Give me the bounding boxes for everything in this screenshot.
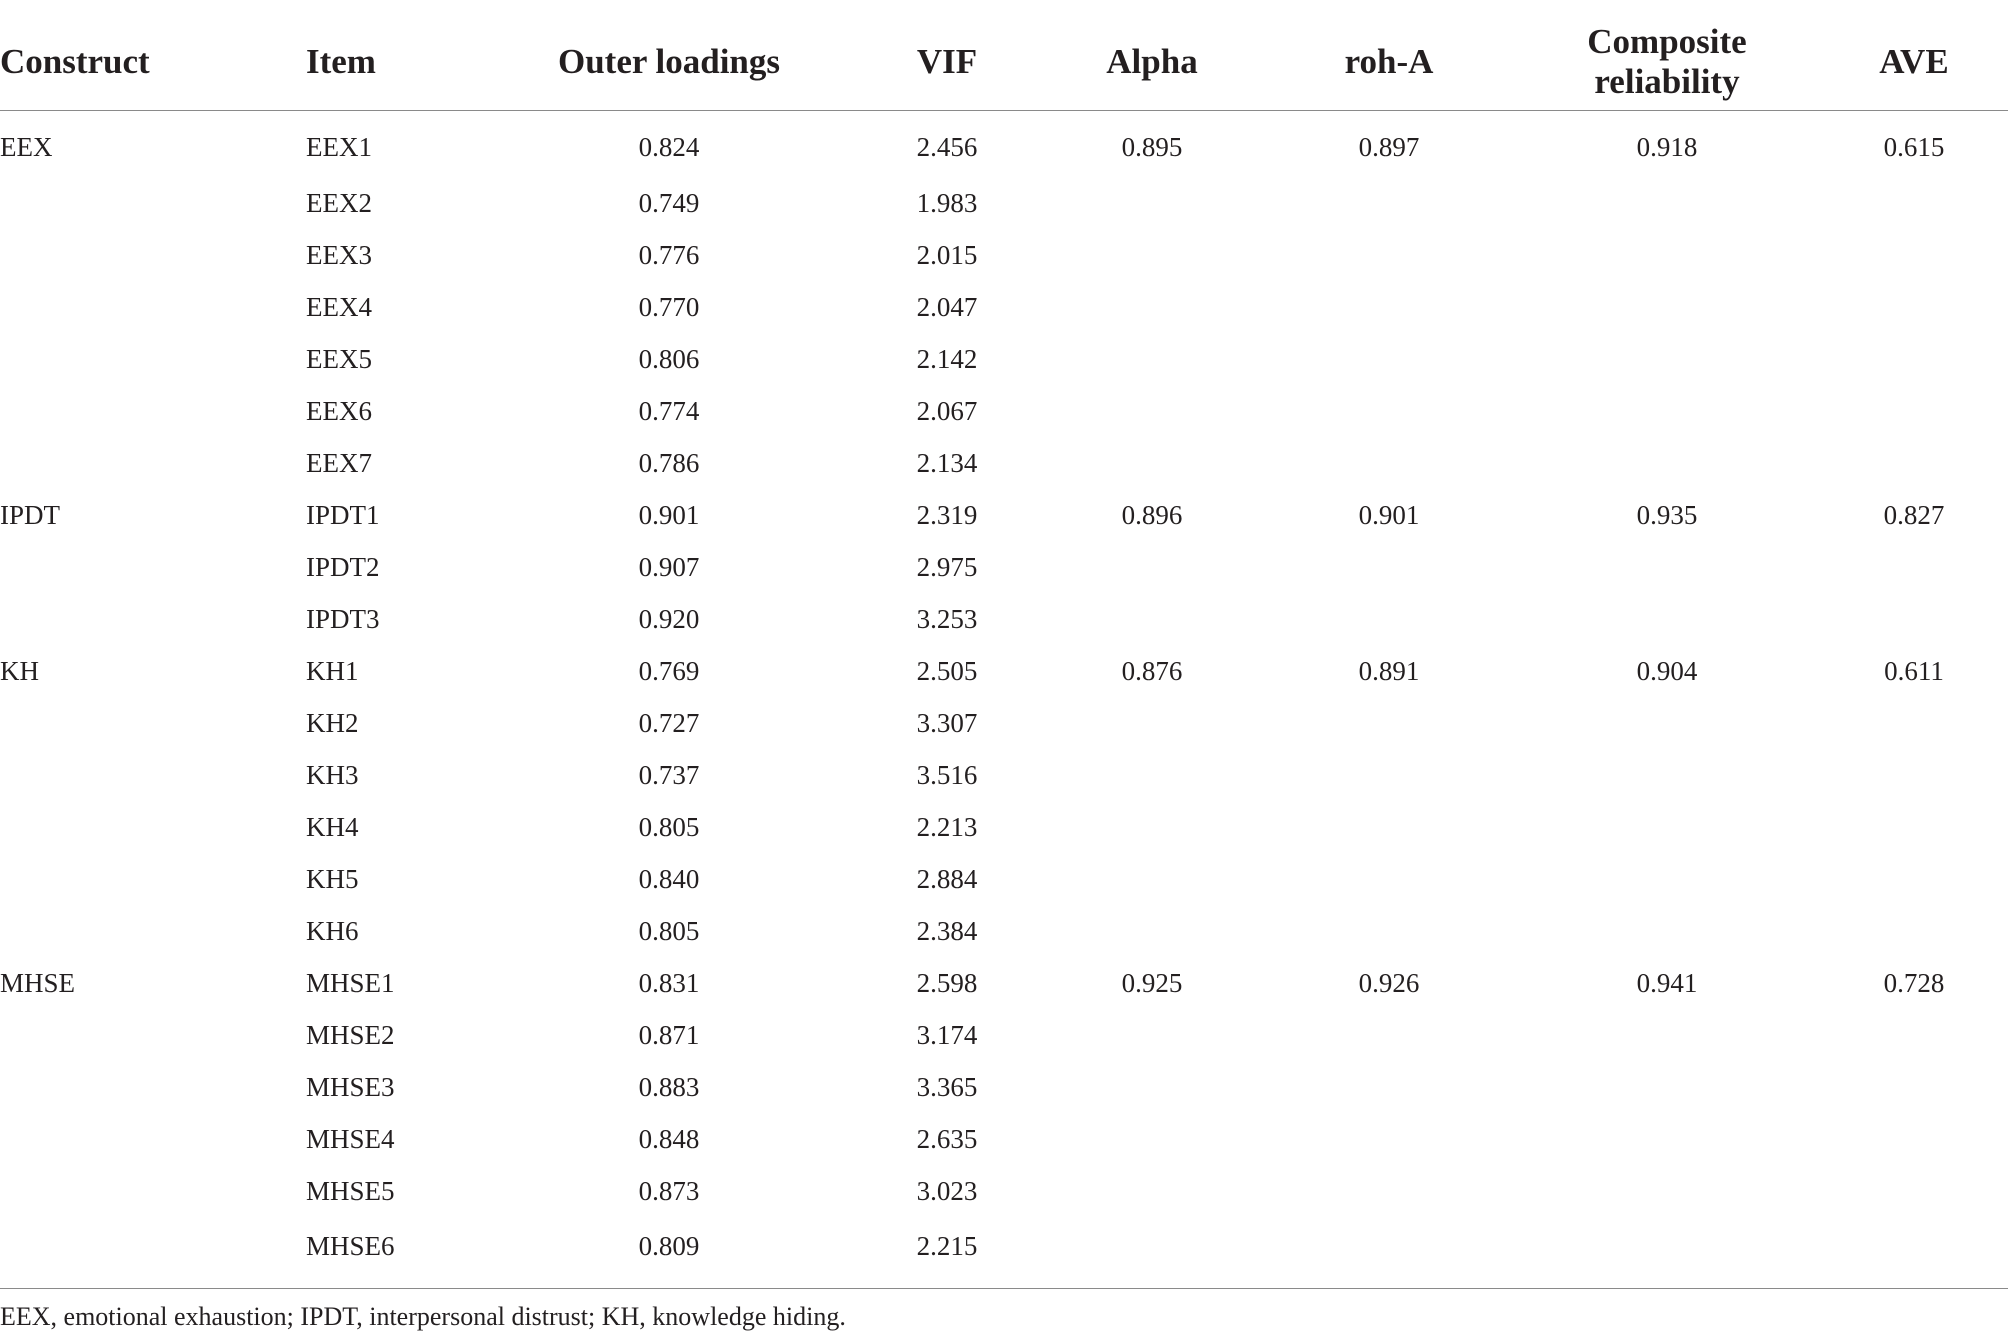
cell-alpha — [1040, 541, 1264, 593]
cell-outer-loading: 0.907 — [638, 551, 700, 582]
cell-item: MHSE3 — [306, 1071, 395, 1102]
cell-vif: 3.023 — [916, 1175, 978, 1206]
cell-roh-a: 0.897 — [1358, 131, 1420, 162]
cell-outer-loading: 0.786 — [638, 447, 700, 478]
cell-outer-loading: 0.769 — [638, 655, 700, 686]
table-footnote: EEX, emotional exhaustion; IPDT, interpersonal distrust; KH, knowledge hiding. — [0, 1302, 846, 1331]
cell-ave: 0.611 — [1884, 655, 1944, 686]
cell-vif: 2.384 — [916, 915, 978, 946]
cell-construct — [0, 229, 304, 281]
table-row — [0, 645, 2008, 697]
cell-vif: 2.456 — [916, 131, 978, 162]
cell-alpha — [1040, 1061, 1264, 1113]
cell-item: KH1 — [306, 655, 359, 686]
cell-alpha — [1040, 1009, 1264, 1061]
cell-item: EEX6 — [306, 395, 372, 426]
cell-alpha: 0.925 — [1121, 967, 1183, 998]
cell-item: EEX1 — [306, 131, 372, 162]
cell-ave — [1820, 229, 2008, 281]
cell-outer-loading: 0.770 — [638, 291, 700, 322]
header-roh-a: roh-A — [1264, 14, 1514, 111]
cell-alpha — [1040, 853, 1264, 905]
cell-construct — [0, 177, 304, 229]
table-row — [0, 697, 2008, 749]
cell-ave — [1820, 437, 2008, 489]
cell-composite-reliability — [1514, 697, 1820, 749]
cell-ave — [1820, 1061, 2008, 1113]
cell-construct — [0, 1165, 304, 1217]
cell-vif: 3.253 — [916, 603, 978, 634]
table-row — [0, 1165, 2008, 1217]
cell-item: KH6 — [306, 915, 359, 946]
cell-roh-a — [1264, 1165, 1514, 1217]
cell-vif: 2.047 — [916, 291, 978, 322]
cell-vif: 3.365 — [916, 1071, 978, 1102]
cell-composite-reliability — [1514, 1113, 1820, 1165]
cell-ave — [1820, 333, 2008, 385]
cell-vif: 2.213 — [916, 811, 978, 842]
table-row — [0, 905, 2008, 957]
cell-item: EEX3 — [306, 239, 372, 270]
cell-vif: 3.174 — [916, 1019, 978, 1050]
cell-ave — [1820, 593, 2008, 645]
cell-composite-reliability — [1514, 801, 1820, 853]
table-row — [0, 1113, 2008, 1165]
cell-composite-reliability: 0.904 — [1636, 655, 1698, 686]
cell-roh-a — [1264, 385, 1514, 437]
cell-outer-loading: 0.805 — [638, 915, 700, 946]
cell-composite-reliability — [1514, 853, 1820, 905]
cell-ave — [1820, 177, 2008, 229]
cell-composite-reliability — [1514, 541, 1820, 593]
cell-alpha: 0.876 — [1121, 655, 1183, 686]
cell-alpha: 0.895 — [1121, 131, 1183, 162]
cell-outer-loading: 0.901 — [638, 499, 700, 530]
cell-ave — [1820, 853, 2008, 905]
cell-item: MHSE1 — [306, 967, 395, 998]
cell-outer-loading: 0.840 — [638, 863, 700, 894]
cell-ave — [1820, 697, 2008, 749]
cell-alpha — [1040, 385, 1264, 437]
cell-composite-reliability — [1514, 281, 1820, 333]
cell-roh-a — [1264, 801, 1514, 853]
table-row — [0, 541, 2008, 593]
cell-composite-reliability: 0.935 — [1636, 499, 1698, 530]
cell-vif: 2.884 — [916, 863, 978, 894]
cell-item: IPDT3 — [306, 603, 380, 634]
cell-roh-a — [1264, 541, 1514, 593]
cell-item: MHSE2 — [306, 1019, 395, 1050]
cell-vif: 2.319 — [916, 499, 978, 530]
cell-roh-a — [1264, 697, 1514, 749]
cell-item: EEX4 — [306, 291, 372, 322]
cell-outer-loading: 0.805 — [638, 811, 700, 842]
cell-construct: EEX — [0, 131, 53, 162]
cell-roh-a — [1264, 853, 1514, 905]
cell-ave — [1820, 905, 2008, 957]
cell-roh-a — [1264, 1217, 1514, 1279]
cell-composite-reliability — [1514, 1009, 1820, 1061]
cell-alpha — [1040, 697, 1264, 749]
header-composite-reliability-line1: Composite — [1587, 22, 1747, 61]
cell-outer-loading: 0.848 — [638, 1123, 700, 1154]
table-row — [0, 111, 2008, 178]
cell-construct — [0, 437, 304, 489]
cell-composite-reliability — [1514, 905, 1820, 957]
table-row — [0, 489, 2008, 541]
cell-outer-loading: 0.883 — [638, 1071, 700, 1102]
cell-alpha — [1040, 1217, 1264, 1279]
cell-ave: 0.615 — [1883, 131, 1945, 162]
cell-outer-loading: 0.727 — [638, 707, 700, 738]
cell-ave — [1820, 385, 2008, 437]
cell-item: KH5 — [306, 863, 359, 894]
cell-outer-loading: 0.806 — [638, 343, 700, 374]
table-row — [0, 957, 2008, 1009]
table-row — [0, 385, 2008, 437]
cell-item: KH4 — [306, 811, 359, 842]
header-row — [0, 14, 2008, 111]
cell-item: EEX5 — [306, 343, 372, 374]
cell-alpha — [1040, 593, 1264, 645]
cell-roh-a — [1264, 177, 1514, 229]
cell-construct — [0, 1217, 304, 1279]
header-construct: Construct — [0, 14, 304, 111]
cell-composite-reliability — [1514, 437, 1820, 489]
cell-ave — [1820, 749, 2008, 801]
table-row — [0, 333, 2008, 385]
cell-roh-a: 0.901 — [1358, 499, 1420, 530]
table-row — [0, 437, 2008, 489]
cell-outer-loading: 0.749 — [638, 187, 700, 218]
cell-ave: 0.728 — [1883, 967, 1945, 998]
cell-item: MHSE6 — [306, 1230, 395, 1261]
table-row — [0, 1061, 2008, 1113]
cell-alpha — [1040, 177, 1264, 229]
cell-construct — [0, 281, 304, 333]
cell-alpha — [1040, 905, 1264, 957]
header-ave: AVE — [1820, 14, 2008, 111]
cell-roh-a — [1264, 229, 1514, 281]
cell-outer-loading: 0.824 — [638, 131, 700, 162]
cell-ave — [1820, 1009, 2008, 1061]
table-row — [0, 177, 2008, 229]
cell-vif: 3.307 — [916, 707, 978, 738]
cell-roh-a: 0.926 — [1358, 967, 1420, 998]
cell-vif: 2.067 — [916, 395, 978, 426]
cell-alpha: 0.896 — [1121, 499, 1183, 530]
cell-ave — [1820, 1217, 2008, 1279]
cell-composite-reliability — [1514, 385, 1820, 437]
cell-alpha — [1040, 1165, 1264, 1217]
cell-item: KH3 — [306, 759, 359, 790]
cell-ave — [1820, 1113, 2008, 1165]
cell-ave — [1820, 281, 2008, 333]
cell-construct — [0, 385, 304, 437]
cell-composite-reliability: 0.918 — [1636, 131, 1698, 162]
cell-construct — [0, 697, 304, 749]
cell-outer-loading: 0.809 — [638, 1230, 700, 1261]
cell-ave — [1820, 1165, 2008, 1217]
cell-construct — [0, 593, 304, 645]
cell-construct — [0, 1061, 304, 1113]
cell-composite-reliability — [1514, 1217, 1820, 1279]
cell-vif: 2.635 — [916, 1123, 978, 1154]
cell-ave: 0.827 — [1883, 499, 1945, 530]
cell-item: MHSE5 — [306, 1175, 395, 1206]
table-row — [0, 593, 2008, 645]
measurement-model-table — [0, 14, 2008, 1279]
table-row — [0, 749, 2008, 801]
cell-alpha — [1040, 333, 1264, 385]
cell-roh-a — [1264, 593, 1514, 645]
cell-outer-loading: 0.774 — [638, 395, 700, 426]
table-row — [0, 281, 2008, 333]
cell-roh-a — [1264, 281, 1514, 333]
cell-outer-loading: 0.831 — [638, 967, 700, 998]
cell-construct — [0, 333, 304, 385]
cell-alpha — [1040, 749, 1264, 801]
cell-outer-loading: 0.737 — [638, 759, 700, 790]
table-row — [0, 801, 2008, 853]
cell-construct — [0, 905, 304, 957]
cell-item: EEX2 — [306, 187, 372, 218]
cell-vif: 2.134 — [916, 447, 978, 478]
cell-vif: 2.142 — [916, 343, 978, 374]
cell-construct — [0, 801, 304, 853]
cell-roh-a — [1264, 437, 1514, 489]
cell-item: IPDT1 — [306, 499, 380, 530]
cell-ave — [1820, 801, 2008, 853]
table-bottom-rule — [0, 1288, 2008, 1289]
cell-alpha — [1040, 1113, 1264, 1165]
cell-roh-a — [1264, 905, 1514, 957]
cell-roh-a — [1264, 1113, 1514, 1165]
cell-alpha — [1040, 437, 1264, 489]
cell-outer-loading: 0.920 — [638, 603, 700, 634]
cell-item: IPDT2 — [306, 551, 380, 582]
cell-construct: KH — [0, 655, 39, 686]
cell-vif: 1.983 — [916, 187, 978, 218]
cell-roh-a: 0.891 — [1358, 655, 1420, 686]
cell-vif: 3.516 — [916, 759, 978, 790]
cell-item: KH2 — [306, 707, 359, 738]
cell-composite-reliability — [1514, 333, 1820, 385]
cell-roh-a — [1264, 1009, 1514, 1061]
cell-composite-reliability — [1514, 1165, 1820, 1217]
cell-construct: IPDT — [0, 499, 60, 530]
cell-vif: 2.505 — [916, 655, 978, 686]
cell-vif: 2.598 — [916, 967, 978, 998]
cell-alpha — [1040, 801, 1264, 853]
cell-roh-a — [1264, 333, 1514, 385]
table-header — [0, 14, 2008, 111]
cell-outer-loading: 0.871 — [638, 1019, 700, 1050]
cell-vif: 2.015 — [916, 239, 978, 270]
cell-composite-reliability — [1514, 593, 1820, 645]
cell-construct: MHSE — [0, 967, 76, 998]
cell-construct — [0, 541, 304, 593]
header-outer-loadings: Outer loadings — [484, 14, 854, 111]
cell-alpha — [1040, 281, 1264, 333]
table-body — [0, 111, 2008, 1280]
table-row — [0, 1009, 2008, 1061]
header-vif: VIF — [854, 14, 1040, 111]
cell-composite-reliability — [1514, 229, 1820, 281]
cell-outer-loading: 0.776 — [638, 239, 700, 270]
cell-construct — [0, 1113, 304, 1165]
cell-vif: 2.975 — [916, 551, 978, 582]
cell-composite-reliability: 0.941 — [1636, 967, 1698, 998]
header-item: Item — [304, 14, 484, 111]
cell-ave — [1820, 541, 2008, 593]
header-composite-reliability-line2: reliability — [1594, 62, 1740, 101]
header-composite-reliability — [1514, 14, 1820, 111]
cell-construct — [0, 1009, 304, 1061]
cell-composite-reliability — [1514, 1061, 1820, 1113]
cell-roh-a — [1264, 749, 1514, 801]
cell-outer-loading: 0.873 — [638, 1175, 700, 1206]
cell-construct — [0, 749, 304, 801]
cell-construct — [0, 853, 304, 905]
table-row — [0, 853, 2008, 905]
table-row — [0, 229, 2008, 281]
cell-roh-a — [1264, 1061, 1514, 1113]
header-alpha: Alpha — [1040, 14, 1264, 111]
table-row — [0, 1217, 2008, 1279]
cell-composite-reliability — [1514, 749, 1820, 801]
cell-item: MHSE4 — [306, 1123, 395, 1154]
cell-item: EEX7 — [306, 447, 372, 478]
cell-alpha — [1040, 229, 1264, 281]
cell-composite-reliability — [1514, 177, 1820, 229]
cell-vif: 2.215 — [916, 1230, 978, 1261]
